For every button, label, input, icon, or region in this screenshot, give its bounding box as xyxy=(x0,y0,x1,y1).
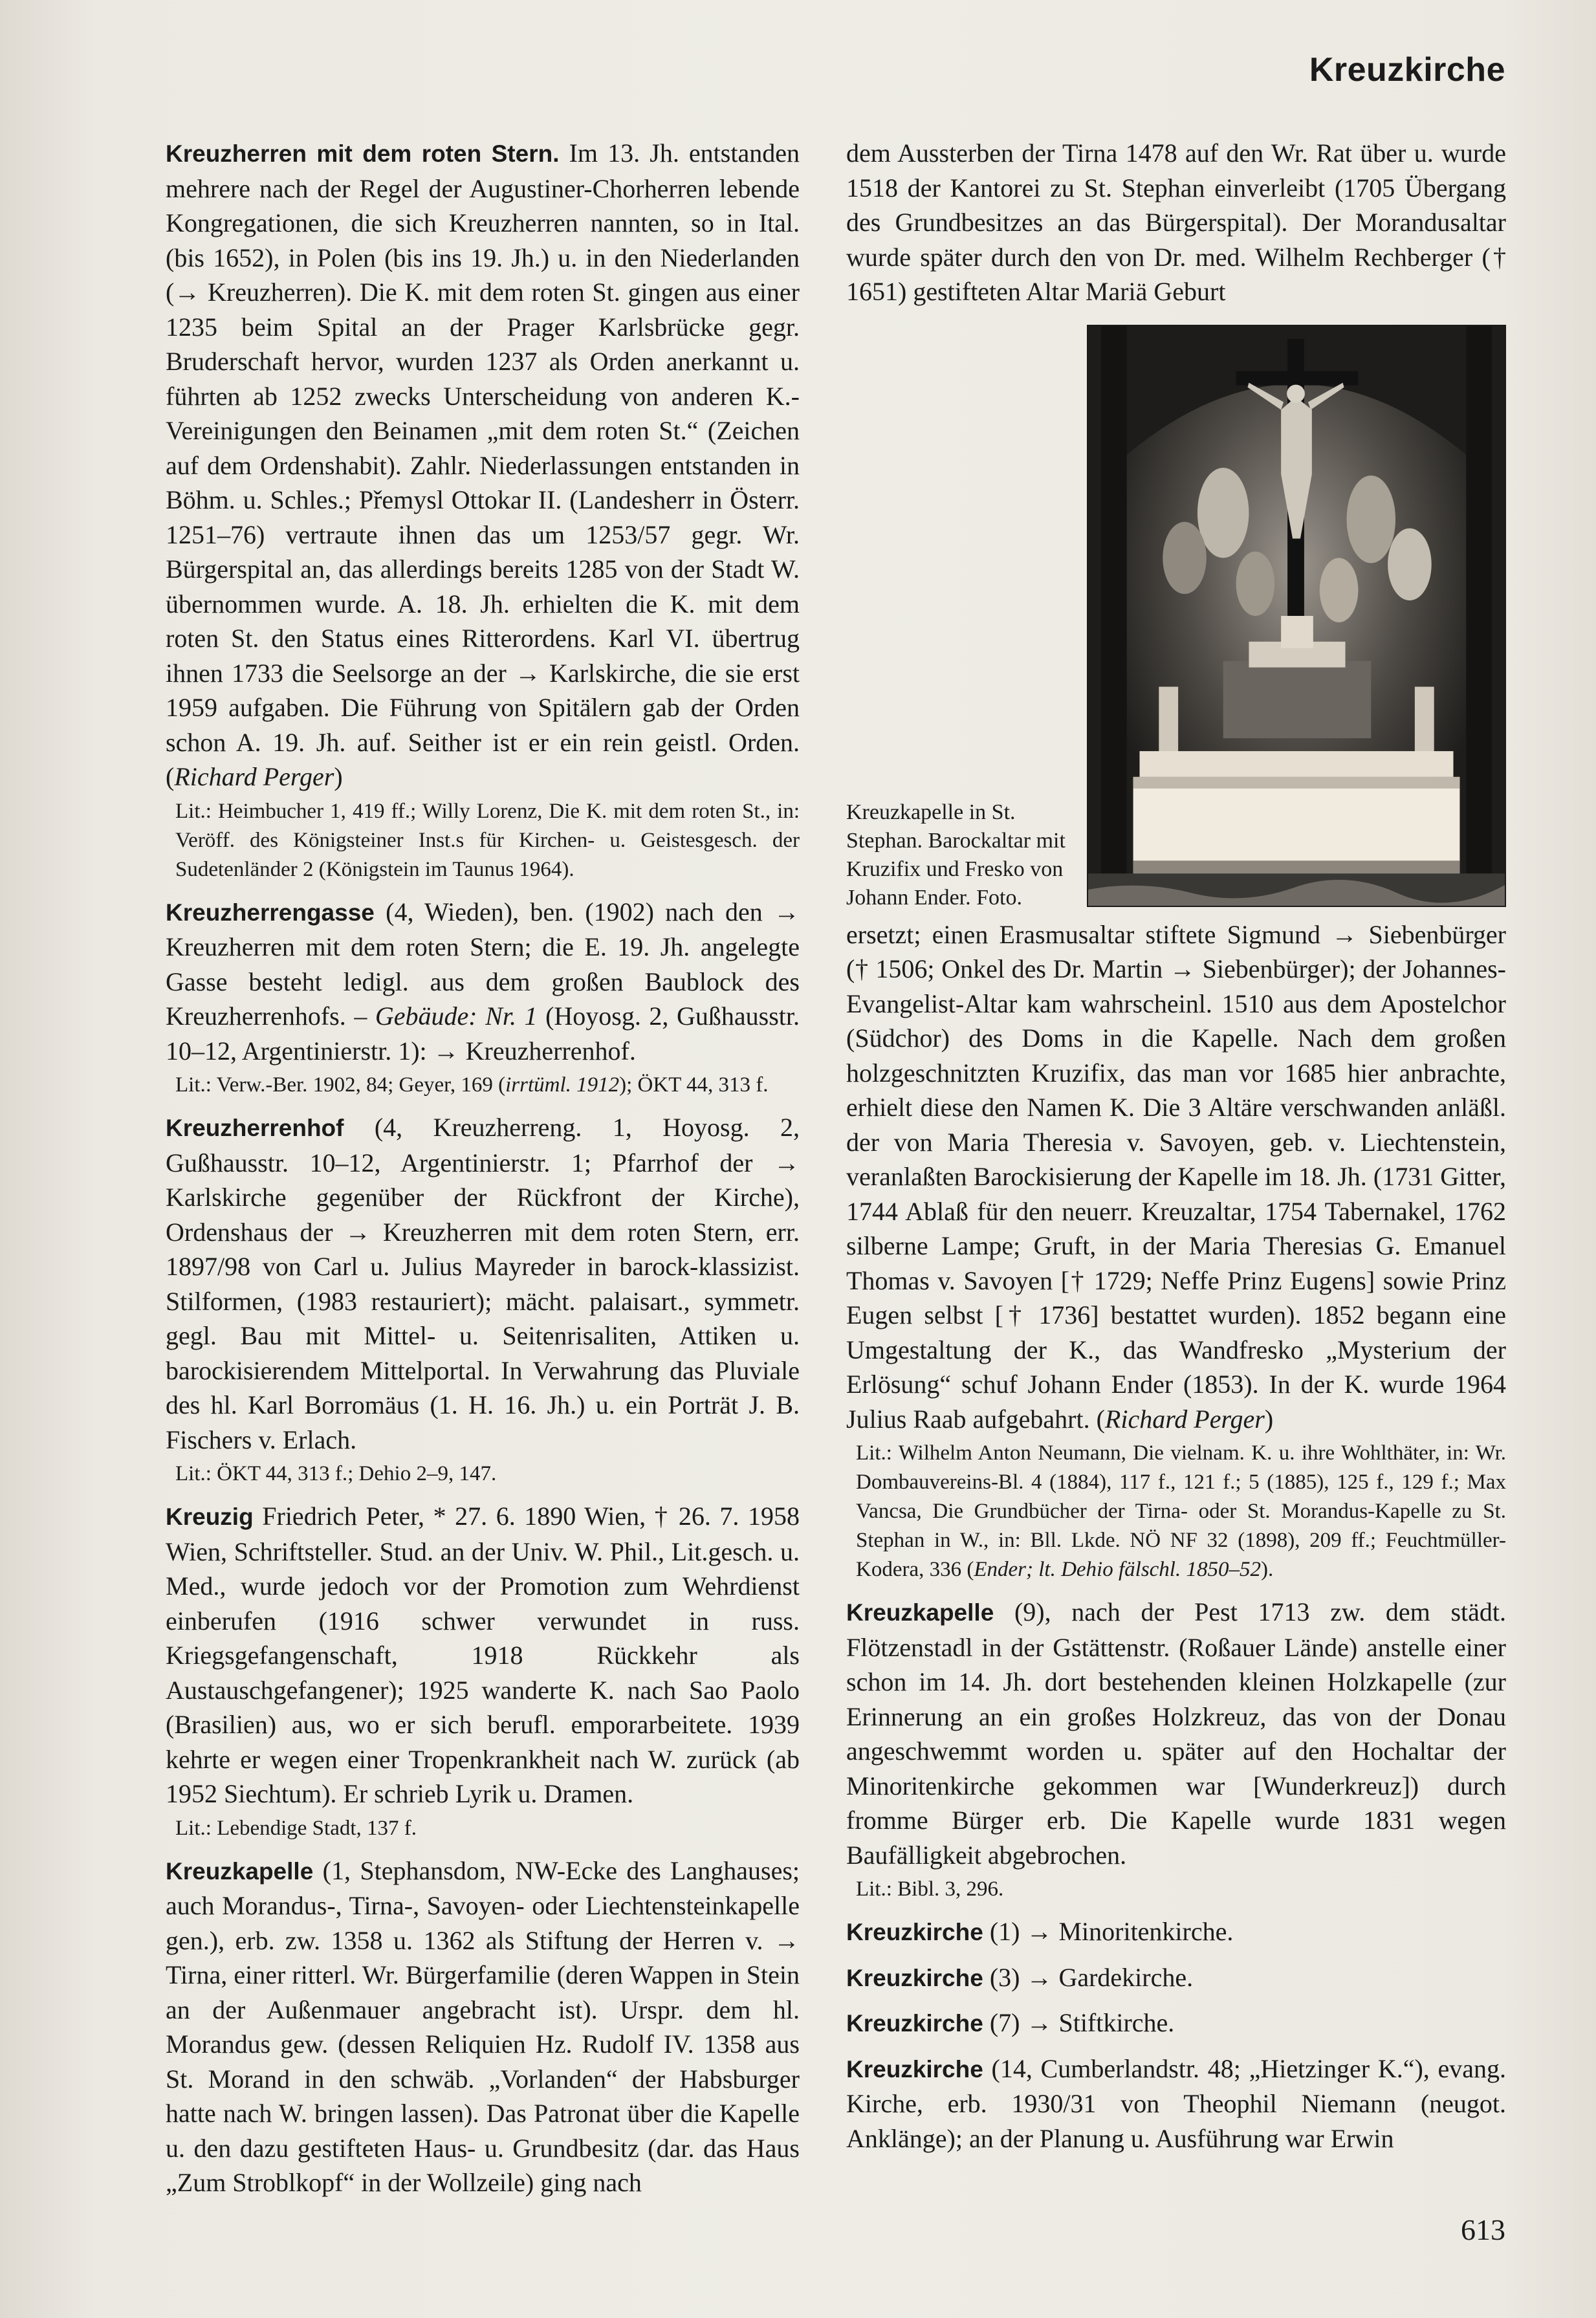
entry-kreuzig xyxy=(166,1499,800,1811)
literature-note xyxy=(166,1071,800,1100)
headword: Kreuzherrenhof xyxy=(166,1115,344,1141)
lit-text: ); ÖKT 44, 313 f. xyxy=(619,1073,769,1097)
entry-text: ersetzt; einen Erasmusaltar stiftete Sigmund → Siebenbürger († 1506; Onkel des Dr. Martin → Siebenbürger); der Johannes-Evangelist-Altar kam wahrscheinl. 1510 aus dem Apostelchor (Südchor) des Doms in die Kapelle. Nach dem großen holzgeschnitzten Kruzifix, das man vor 1685 hier anbrachte, erhielt diese den Namen K. Die 3 Altäre verschwanden anläßl. der von Maria Theresia v. Savoyen, geb. v. Liechtenstein, veranlaßten Barockisierung der Kapelle im 18. Jh. (1731 Gitter, 1744 Ablaß für den neuerr. Kreuzaltar, 1754 Tabernakel, 1762 silberne Lampe; Gruft, in der Maria Theresias G. Emanuel Thomas v. Savoyen [† 1729; Neffe Prinz Eugens] sowie Prinz Eugen selbst [† 1736] bestattet wurden). 1852 begann eine Umgestaltung der K., das Wandfresko „Mysterium der Erlösung“ schuf Johann Ender (1853). In der K. wurde 1964 Julius Raab aufgebahrt. ( xyxy=(846,919,1506,1434)
entry-text: (4, Kreuzherreng. 1, Hoyosg. 2, Gußhausstr. 10–12, Argentinierstr. 1; Pfarrhof der → Karlskirche gegenüber der Rückfront der Kirche), Ordenshaus der → Kreuzherren mit dem roten Stern, err. 1897/98 von Carl u. Julius Mayreder in barock-klassizist. Stilformen, (1983 restauriert); mächt. palaisart., symmetr. gegl. Bau mit Mittel- u. Seitenrisaliten, Attiken u. barockisierendem Mittelportal. In Verwahrung das Pluviale des hl. Karl Borromäus (1. H. 16. Jh.) u. ein Porträt J. B. Fischers v. Erlach. xyxy=(166,1113,800,1454)
altar-photo xyxy=(1087,325,1506,907)
figure xyxy=(846,325,1506,910)
literature-note xyxy=(846,1439,1506,1584)
headword: Kreuzkirche xyxy=(846,1919,983,1945)
entry-kreuzherren-mit-dem-roten-stern xyxy=(166,136,800,794)
entry-continuation-2 xyxy=(846,917,1506,1437)
entry-text: (4, Wieden), ben. (1902) nach den → Kreuzherren mit dem roten Stern; die E. 19. Jh. angelegte Gasse besteht ledigl. aus dem großen Baublock des Kreuzherrenhofs. – xyxy=(166,897,800,1031)
literature-note: Lit.: Heimbucher 1, 419 ff.; Willy Lorenz, Die K. mit dem roten St., in: Veröff. des Königsteiner Inst.s für Kirchen- u. Geistesgesch. der Sudetenländer 2 (Königstein im Taunus 1964). xyxy=(175,799,800,881)
entry-kreuzkirche-14 xyxy=(846,2051,1506,2156)
entry-italic: Gebäude: Nr. 1 xyxy=(375,1001,538,1031)
entry-text: (3) → Gardekirche. xyxy=(983,1962,1194,1992)
literature-note: Lit.: ÖKT 44, 313 f.; Dehio 2–9, 147. xyxy=(175,1462,497,1485)
paren-close: ) xyxy=(334,762,343,791)
entry-kreuzkapelle-9 xyxy=(846,1595,1506,1872)
headword: Kreuzkirche xyxy=(846,2055,983,2083)
lit-italic: Ender; lt. Dehio fälschl. 1850–52 xyxy=(974,1558,1261,1581)
headword: Kreuzkirche xyxy=(846,2010,983,2037)
altar-photo-illustration xyxy=(1088,326,1505,906)
lit-text: Lit.: Verw.-Ber. 1902, 84; Geyer, 169 ( xyxy=(175,1073,506,1097)
right-column xyxy=(846,136,1506,2156)
entry-text: Im 13. Jh. entstanden mehrere nach der Regel der Augustiner-Chorherren lebende Kongregationen, die sich Kreuzherren nannten, so in Ital. (bis 1652), in Polen (bis ins 19. Jh.) u. in den Niederlanden (→ Kreuzherren). Die K. mit dem roten St. gingen aus einer 1235 beim Spital an der Prager Karlsbrücke gegr. Bruderschaft hervor, wurden 1237 als Orden anerkannt u. führten ab 1252 zwecks Unterscheidung von anderen K.-Vereinigungen den Beinamen „mit dem roten St.“ (Zeichen auf dem Ordenshabit). Zahlr. Niederlassungen entstanden in Böhm. u. Schles.; Přemysl Ottokar II. (Landesherr in Österr. 1251–76) vertraute ihnen das um 1253/57 gegr. Wr. Bürgerspital an, das allerdings bereits 1285 von der Stadt W. übernommen wurde. A. 18. Jh. erhielten die K. mit dem roten St. den Status eines Ritterordens. Karl VI. übertrug ihnen 1733 die Seelsorge an der → Karlskirche, die sie erst 1959 aufgaben. Die Führung von Spitälern gab der Orden schon A. 19. Jh. auf. Seither ist er ein rein geistl. Orden. ( xyxy=(166,138,800,791)
headword: Kreuzkirche xyxy=(846,1964,983,1991)
entry-kreuzherrengasse xyxy=(166,895,800,1069)
entry-kreuzkapelle-1 xyxy=(166,1853,800,2200)
lit-text: ). xyxy=(1260,1558,1274,1581)
left-column xyxy=(166,136,800,2200)
entry-kreuzkirche-1 xyxy=(846,1914,1506,1950)
lit-italic: irrtüml. 1912 xyxy=(505,1073,620,1097)
figure-caption: Kreuzkapelle in St. Stephan. Barockaltar mit Kruzifix und Fresko von Johann Ender. Foto. xyxy=(846,800,1066,910)
author: Richard Perger xyxy=(174,762,334,791)
headword: Kreuzig xyxy=(166,1503,254,1530)
author: Richard Perger xyxy=(1104,1404,1265,1434)
entry-text: (14, Cumberlandstr. 48; „Hietzinger K.“), evang. Kirche, erb. 1930/31 von Theophil Niemann (neugot. Anklänge); an der Planung u. Ausführung war Erwin xyxy=(846,2053,1506,2153)
paren-close: ) xyxy=(1264,1404,1274,1434)
literature-note: Lit.: Lebendige Stadt, 137 f. xyxy=(175,1816,417,1840)
entry-text: (Hoyosg. 2, Gußhausstr. 10–12, Argentinierstr. 1): → Kreuzherrenhof. xyxy=(166,1001,800,1066)
headword: Kreuzherren mit dem roten Stern. xyxy=(166,140,560,167)
entry-text: (7) → Stiftkirche. xyxy=(983,2008,1175,2037)
entry-text: Friedrich Peter, * 27. 6. 1890 Wien, † 26. 7. 1958 Wien, Schriftsteller. Stud. an der Univ. W. Phil., Lit.gesch. u. Med., wurde jedoch vor der Promotion zum Wehrdienst einberufen (1916 schwer verwundet in russ. Kriegsgefangenschaft, 1918 Rückkehr als Austauschgefangener); 1925 wanderte K. nach Sao Paolo (Brasilien) aus, wo er sich berufl. emporarbeitete. 1939 kehrte er wegen einer Tropenkrankheit nach W. zurück (ab 1952 Siechtum). Er schrieb Lyrik u. Dramen. xyxy=(166,1502,800,1808)
entry-kreuzkirche-7 xyxy=(846,2006,1506,2041)
headword: Kreuzkapelle xyxy=(846,1599,994,1626)
entry-kreuzherrenhof xyxy=(166,1110,800,1457)
lit-text: Lit.: Wilhelm Anton Neumann, Die vielnam. K. u. ihre Wohlthäter, in: Wr. Dombauvereins-Bl. 4 (1884), 117 f., 121 f.; 5 (1885), 125 f., 129 f.; Max Vancsa, Die Grundbücher der Tirna- oder St. Morandus-Kapelle zu St. Stephan in W., in: Bll. Lkde. NÖ NF 32 (1898), 209 ff.; Feuchtmüller-Kodera, 336 ( xyxy=(856,1441,1506,1581)
entry-text: (1, Stephansdom, NW-Ecke des Langhauses; auch Morandus-, Tirna-, Savoyen- oder Liechtensteinkapelle gen.), erb. zw. 1358 u. 1362 als Stiftung der Herren v. → Tirna, einer ritterl. Wr. Bürgerfamilie (deren Wappen in Stein an der Außenmauer angebracht ist). Urspr. dem hl. Morandus gew. (dessen Reliquien Hz. Rudolf IV. 1358 aus St. Morand in den schwäb. „Vorlanden“ der Habsburger hatte nach W. bringen lassen). Das Patronat über die Kapelle u. den dazu gestifteten Haus- u. Grundbesitz (dar. das Haus „Zum Stroblkopf“ in der Wollzeile) ging nach xyxy=(166,1855,800,2197)
headword: Kreuzherrengasse xyxy=(166,899,375,926)
entry-kreuzkirche-3 xyxy=(846,1960,1506,1996)
entry-text: (1) → Minoritenkirche. xyxy=(983,1917,1234,1946)
running-head: Kreuzkirche xyxy=(1309,51,1505,89)
entry-text: (9), nach der Pest 1713 zw. dem städt. Flötzenstadl in der Gstättenstr. (Roßauer Lände) anstelle einer schon im 14. Jh. dort bestehenden kleinen Holzkapelle (zur Erinnerung an ein großes Holzkreuz, das von der Donau angeschwemmt worden u. später auf den Hochaltar der Minoritenkirche gekommen war [Wunderkreuz]) durch fromme Bürger erb. Die Kapelle wurde 1831 wegen Baufälligkeit abgebrochen. xyxy=(846,1597,1506,1870)
page-number: 613 xyxy=(1461,2213,1505,2246)
headword: Kreuzkapelle xyxy=(166,1857,314,1885)
entry-continuation: dem Aussterben der Tirna 1478 auf den Wr. Rat über u. wurde 1518 der Kantorei zu St. Stephan einverleibt (1705 Übergang des Grundbesitzes an das Bürgerspital). Der Morandusaltar wurde später durch den von Dr. med. Wilhelm Rechberger († 1651) gestifteten Altar Mariä Geburt xyxy=(846,138,1506,306)
literature-note: Lit.: Bibl. 3, 296. xyxy=(856,1877,1004,1901)
